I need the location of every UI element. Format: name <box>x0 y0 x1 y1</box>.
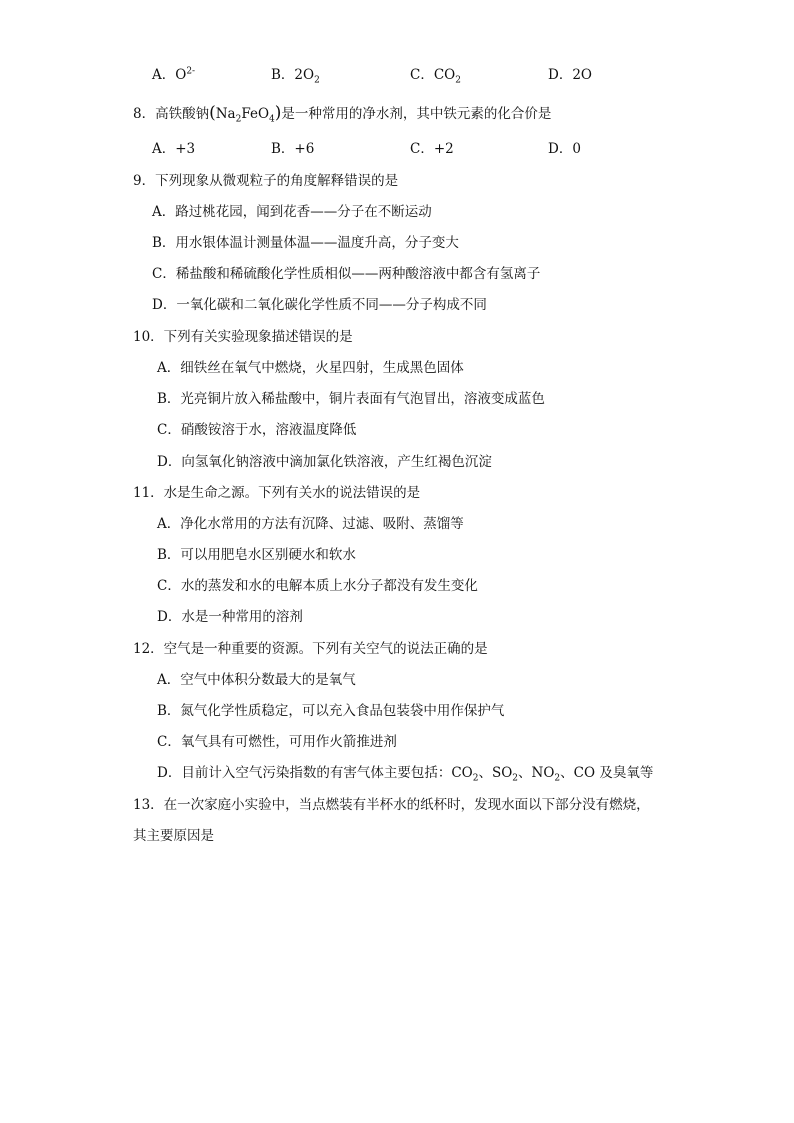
q9-option-c[interactable]: C．稀盐酸和稀硫酸化学性质相似——两种酸溶液中都含有氢离子 <box>152 266 541 282</box>
q10-stem: 10．下列有关实验现象描述错误的是 <box>133 329 353 345</box>
q12-option-d[interactable] <box>157 764 653 782</box>
option-formula: O <box>175 67 187 83</box>
formula-paren-open: ( <box>209 103 216 123</box>
q7-option-b[interactable] <box>271 66 320 84</box>
q12-option-c[interactable]: C．氧气具有可燃性，可用作火箭推进剂 <box>157 734 397 750</box>
q11-option-c[interactable]: C．水的蒸发和水的电解本质上水分子都没有发生变化 <box>157 578 478 594</box>
option-text: D．目前计入空气污染指数的有害气体主要包括： <box>157 765 452 781</box>
q10-option-a[interactable]: A．细铁丝在氧气中燃烧，火星四射，生成黑色固体 <box>157 360 464 376</box>
formula-subscript: 2 <box>235 114 242 125</box>
formula-subscript: 2 <box>472 773 479 784</box>
separator: 、 <box>560 765 574 781</box>
option-letter: B． <box>271 67 295 83</box>
option-formula: 2O <box>294 67 315 83</box>
q10-option-c[interactable]: C．硝酸铵溶于水，溶液温度降低 <box>157 422 357 438</box>
q7-option-a[interactable] <box>152 66 195 84</box>
option-formula: 2O <box>572 67 592 83</box>
q9-option-b[interactable]: B．用水银体温计测量体温——温度升高，分子变大 <box>152 235 459 251</box>
q11-stem: 11．水是生命之源。下列有关水的说法错误的是 <box>133 485 421 501</box>
q11-option-b[interactable]: B．可以用肥皂水区别硬水和软水 <box>157 547 356 563</box>
formula-superscript: 2- <box>186 66 196 77</box>
q11-option-d[interactable]: D．水是一种常用的溶剂 <box>157 609 303 625</box>
formula-subscript: 2 <box>512 773 519 784</box>
q13-stem-line-2: 其主要原因是 <box>133 828 214 844</box>
formula-subscript: 4 <box>269 114 275 125</box>
q8-stem <box>133 104 551 123</box>
q9-stem: 9．下列现象从微观粒子的角度解释错误的是 <box>133 173 399 189</box>
option-formula: CO <box>433 67 456 83</box>
q12-option-a[interactable]: A．空气中体积分数最大的是氧气 <box>157 672 356 688</box>
q10-option-d[interactable]: D．向氢氧化钠溶液中滴加氯化铁溶液，产生红褐色沉淀 <box>157 454 492 470</box>
formula-subscript: 2 <box>455 75 461 86</box>
option-text-tail: CO 及臭氧等 <box>573 765 654 781</box>
separator: 、 <box>478 765 492 781</box>
q9-option-a[interactable]: A．路过桃花园，闻到花香——分子在不断运动 <box>152 204 432 220</box>
q10-option-b[interactable]: B．光亮铜片放入稀盐酸中，铜片表面有气泡冒出，溶液变成蓝色 <box>157 391 545 407</box>
formula-na: Na <box>215 106 236 122</box>
q8-option-a[interactable]: A．+3 <box>152 141 196 157</box>
formula-feo: FeO <box>241 106 270 122</box>
q12-stem: 12．空气是一种重要的资源。下列有关空气的说法正确的是 <box>133 641 488 657</box>
q8-option-b[interactable]: B．+6 <box>271 141 315 157</box>
q13-stem-line-1: 13．在一次家庭小实验中，当点燃装有半杯水的纸杯时，发现水面以下部分没有燃烧， <box>133 797 650 813</box>
q7-option-c[interactable] <box>410 66 461 84</box>
q7-option-d[interactable] <box>548 66 592 84</box>
q8-option-d[interactable]: D．0 <box>548 141 581 157</box>
q8-suffix: 是一种常用的净水剂，其中铁元素的化合价是 <box>281 106 552 122</box>
formula-so2: SO <box>491 765 513 781</box>
formula-subscript: 2 <box>314 75 320 86</box>
q8-options-row <box>0 140 794 158</box>
option-letter: D． <box>548 67 573 83</box>
q12-option-b[interactable]: B．氮气化学性质稳定，可以充入食品包装袋中用作保护气 <box>157 703 505 719</box>
q11-option-a[interactable]: A．净化水常用的方法有沉降、过滤、吸附、蒸馏等 <box>157 516 464 532</box>
option-letter: A． <box>152 67 176 83</box>
formula-paren-close: ) <box>274 103 282 123</box>
option-letter: C． <box>410 67 434 83</box>
formula-co2: CO <box>451 765 473 781</box>
q9-option-d[interactable]: D．一氧化碳和二氧化碳化学性质不同——分子构成不同 <box>152 297 487 313</box>
q8-option-c[interactable]: C．+2 <box>410 141 454 157</box>
separator: 、 <box>518 765 532 781</box>
formula-subscript: 2 <box>554 773 561 784</box>
q8-prefix: 8．高铁酸钠 <box>133 106 210 122</box>
formula-no2: NO <box>531 765 555 781</box>
q7-options-row <box>0 66 794 84</box>
